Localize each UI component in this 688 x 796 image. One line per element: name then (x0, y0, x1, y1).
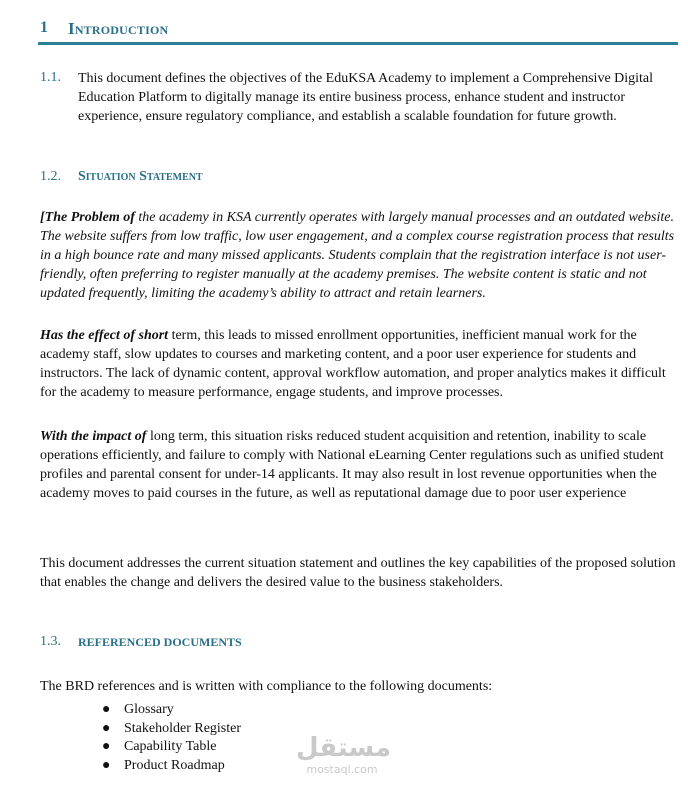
chapter-title: Introduction (68, 19, 169, 38)
section-1-1-text: This document defines the objectives of the EduKSA Academy to implement a Comprehensive Digital Education Platform to digitally manage its entire business process, enhance student and instructor experience, ensure regulatory compliance, and establish a scalable foundation for future growth. (78, 71, 654, 124)
referenced-documents-list (100, 701, 241, 775)
bullet-icon: ● (102, 757, 111, 773)
impact-lead: With the impact of (40, 429, 147, 444)
problem-paragraph (40, 208, 680, 303)
list-item (100, 738, 241, 757)
watermark-arabic: مستقل (296, 733, 392, 763)
list-item (100, 701, 241, 720)
watermark-logo (296, 733, 392, 783)
section-1-3-title: REFERENCED DOCUMENTS (78, 635, 242, 649)
watermark-latin: mostaql.com (306, 763, 378, 776)
bullet-icon: ● (102, 702, 111, 717)
effect-paragraph (40, 326, 680, 402)
problem-lead: The Problem of (44, 210, 135, 225)
impact-paragraph (40, 427, 680, 503)
section-number-1-2: 1.2. (40, 169, 61, 184)
list-item-label: Capability Table (124, 739, 217, 754)
effect-lead: Has the effect of short (40, 328, 169, 343)
chapter-number: 1 (40, 19, 48, 36)
impact-text: long term, this situation risks reduced student acquisition and retention, inability to scale operations efficiently, and failure to comply with National eLearning Center regulations such as unified student profiles and parental consent for under-14 applicants. It may also result in lost revenue opportunities when the academy moves to paid courses in the future, as well as reputational damage due to poor user experience (40, 429, 664, 501)
list-item-label: Product Roadmap (124, 757, 225, 773)
section-number-1-3: 1.3. (40, 634, 61, 649)
section-number-1-1: 1.1. (40, 70, 61, 85)
effect-text: term, this leads to missed enrollment opportunities, inefficient manual work for the academy staff, slow updates to courses and marketing content, and a poor user experience for students and instructors. The lack of dynamic content, approval workflow automation, and proper analytics makes it difficult for the academy to measure performance, engage students, and improve processes. (40, 328, 666, 400)
list-item (100, 757, 241, 776)
problem-bracket: [ (40, 210, 45, 225)
bullet-icon: ● (102, 739, 111, 754)
chapter-heading (38, 18, 678, 45)
bullet-icon: ● (102, 720, 111, 736)
section-1-2-title: Situation Statement (78, 169, 203, 184)
problem-text: the academy in KSA currently operates with largely manual processes and an outdated website. The website suffers from low traffic, low user engagement, and a complex course registration process that results in a high bounce rate and many missed applicants. Students complain that the registration interface is not user-friendly, often preferring to register manually at the academy premises. The website content is static and not updated frequently, limiting the academy’s ability to attract and retain learners. (40, 210, 675, 301)
summary-paragraph: This document addresses the current situation statement and outlines the key capabilities of the proposed solution that enables the change and delivers the desired value to the business stakeholders. (40, 556, 676, 590)
references-intro: The BRD references and is written with compliance to the following documents: (40, 679, 493, 694)
list-item-label: Glossary (124, 702, 174, 717)
list-item (100, 720, 241, 739)
list-item-label: Stakeholder Register (124, 720, 242, 736)
